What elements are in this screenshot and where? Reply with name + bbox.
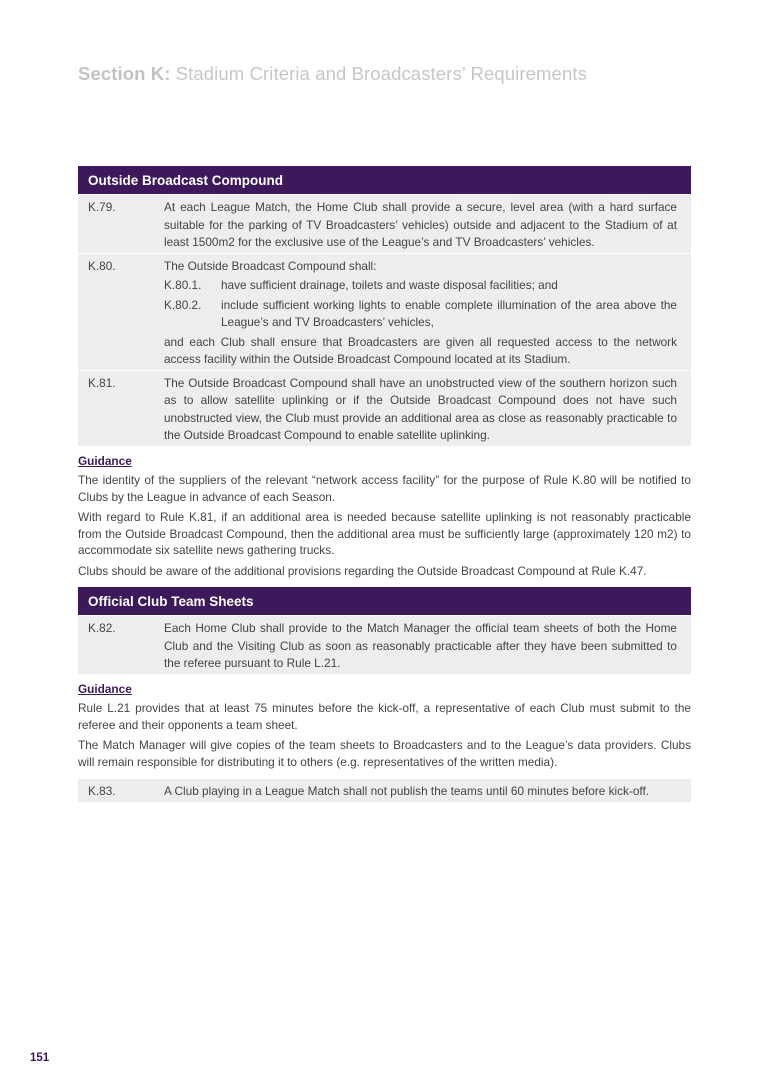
rule-k80: [78, 253, 691, 370]
rule-k83: [78, 778, 691, 802]
guidance-heading: Guidance: [78, 453, 132, 468]
page-number: 151: [30, 1052, 50, 1064]
section-label: Section K:: [78, 63, 171, 84]
rule-text: The Outside Broadcast Compound shall have an unobstructed view of the southern horizon such as to allow satellite uplinking or if the Outside Broadcast Compound does not have such unobstructed view, the Club must provide an additional area as close as reasonably practicable to the Outside Broadcast Compound to enable satellite uplinking.: [164, 375, 677, 442]
sub-rule-number: K.80.1.: [164, 278, 202, 292]
rule-number: K.79.: [88, 200, 116, 214]
rule-number: K.83.: [88, 784, 116, 798]
guidance-heading: Guidance: [78, 681, 132, 696]
rule-text: Each Home Club shall provide to the Match Manager the official team sheets of both the Home Club and the Visiting Club as soon as reasonably practicable after they have been submitted to the referee pursuant to Rule L.21.: [164, 621, 677, 670]
sub-rule-k80-2: [164, 297, 677, 332]
rule-text: At each League Match, the Home Club shall provide a secure, level area (with a hard surface suitable for the parking of TV Broadcasters’ vehicles) outside and adjacent to the Stadium of at least 1500m2 for the exclusive use of the League’s and TV Broadcasters’ vehicles.: [164, 200, 677, 249]
guidance-paragraph: Clubs should be aware of the additional provisions regarding the Outside Broadcast Compound at Rule K.47.: [78, 563, 647, 578]
rule-outro: and each Club shall ensure that Broadcasters are given all requested access to the network access facility within the Outside Broadcast Compound located at its Stadium.: [164, 334, 677, 366]
guidance-paragraph: The Match Manager will give copies of the team sheets to Broadcasters and to the League’s data providers. Clubs will remain responsible for distributing it to others (e.g. representatives of the written media).: [78, 738, 691, 769]
section-header-official-club-team-sheets: Official Club Team Sheets: [78, 587, 691, 615]
sub-rule-text: include sufficient working lights to enable complete illumination of the area above the League’s and TV Broadcasters’ vehicles,: [221, 297, 677, 329]
document-body: [78, 166, 691, 802]
guidance-block-team-sheets: [78, 674, 691, 779]
rule-k82: [78, 615, 691, 674]
rule-k81: [78, 370, 691, 446]
guidance-block-broadcast: [78, 446, 691, 588]
sub-rule-k80-1: [164, 277, 677, 295]
guidance-paragraph: With regard to Rule K.81, if an additional area is needed because satellite uplinking is not reasonably practicable from the Outside Broadcast Compound, then the additional area must be sufficiently large (approximately 120 m2) to accommodate six satellite news gathering trucks.: [78, 510, 691, 557]
rule-intro: The Outside Broadcast Compound shall:: [164, 258, 377, 273]
guidance-paragraph: Rule L.21 provides that at least 75 minutes before the kick-off, a representative of each Club must submit to the referee and their opponents a team sheet.: [78, 701, 691, 732]
rule-number: K.81.: [88, 375, 116, 390]
rule-text: A Club playing in a League Match shall not publish the teams until 60 minutes before kick-off.: [164, 784, 650, 798]
page-title: [78, 63, 587, 85]
rule-number: K.80.: [88, 258, 116, 273]
guidance-paragraph: The identity of the suppliers of the relevant “network access facility” for the purpose of Rule K.80 will be notified to Clubs by the League in advance of each Season.: [78, 473, 691, 504]
rule-k79: [78, 194, 691, 253]
sub-rule-text: have sufficient drainage, toilets and waste disposal facilities; and: [221, 278, 558, 292]
rule-number: K.82.: [88, 621, 116, 635]
sub-rule-number: K.80.2.: [164, 297, 202, 312]
section-title: Stadium Criteria and Broadcasters’ Requirements: [170, 63, 587, 84]
section-header-outside-broadcast-compound: Outside Broadcast Compound: [78, 166, 691, 194]
